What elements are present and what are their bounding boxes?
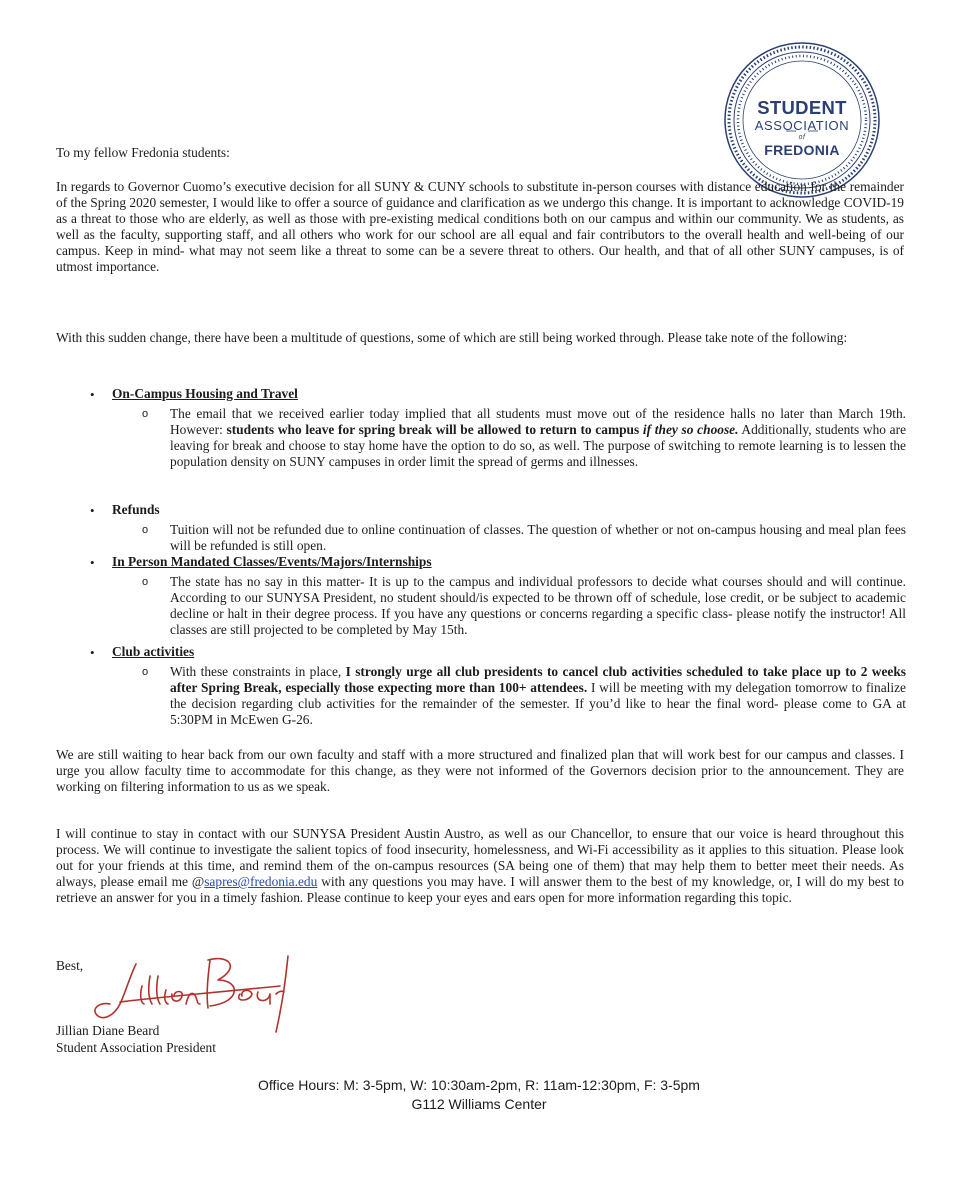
office-location: G112 Williams Center: [411, 1096, 547, 1112]
seal-line-fredonia: FREDONIA: [764, 142, 840, 158]
paragraph-contact: [56, 826, 904, 906]
bold-text: I strongly urge all club presidents to cancel club activities scheduled to take place up to 2 weeks after Spring Break, especially those expecting more than 100+ attendees.: [170, 664, 906, 695]
signature-block: [56, 1022, 216, 1056]
bold-text: students who leave for spring break will be allowed to return to campus: [226, 422, 643, 437]
paragraph-intro: In regards to Governor Cuomo’s executive decision for all SUNY & CUNY schools to substitute in-person courses with distance education for the remainder of the Spring 2020 semester, I would like to offer a source of guidance and clarification as we undergo this change. It is important to acknowledge COVID-19 as a threat to those who are elderly, as well as those with pre-existing medical conditions both on our campus and within our community. We as students, as well as the faculty, supporting staff, and all others who work for our school are all equal and fair contributors to the overall health and well-being of our campus. Keep in mind- what may not seem like a threat to some can be a severe threat to others. Our health, and that of all other SUNY campuses, is of utmost importance.: [56, 179, 904, 274]
bullet-icon: •: [90, 645, 95, 660]
sub-item-text: [170, 664, 906, 728]
text-run: The email that we received earlier today implied that all students must move out of the residence halls no later than March 19th. However:: [170, 406, 906, 437]
sub-item-text: [170, 406, 906, 470]
list-heading: Refunds: [112, 502, 160, 517]
list-item-classes: [56, 554, 906, 644]
text-run: With these constraints in place,: [170, 664, 346, 679]
signer-name: Jillian Diane Beard: [56, 1023, 160, 1038]
bullet-icon: •: [90, 387, 95, 402]
text-run: I will continue to stay in contact with our SUNYSA President Austin Austro, as well as our Chancellor, to ensure that our voice is heard throughout this process. We will continue to investigate the salient topics of food insecurity, homelessness, and Wi-Fi accessibility as it applies to this situation. Please look out for your friends at this time, and remind them of the on-campus resources (SA being one of them) that may help them to better meet their needs. As always, please email me @: [56, 826, 904, 889]
sub-item: [112, 406, 906, 470]
seal-line-of: of: [798, 134, 806, 141]
list-item-housing: [56, 386, 906, 502]
bullet-icon: •: [90, 503, 95, 518]
text-run: Additionally, students who are leaving for break and choose to stay home have the option to do so, as well. The purpose of switching to remote learning is to lessen the population density on SUNY campuses in order limit the spread of germs and illnesses.: [170, 422, 907, 469]
circle-bullet-icon: o: [142, 576, 149, 588]
paragraph-faculty: We are still waiting to hear back from our own faculty and staff with a more structured and finalized plan that will work best for our campus and classes. I urge you allow faculty time to accommodate for this change, as they were not informed of the Governors decision prior to the announcement. They are working on filtering information to us as we speak.: [56, 747, 904, 794]
office-hours: Office Hours: M: 3-5pm, W: 10:30am-2pm, R: 11am-12:30pm, F: 3-5pm: [258, 1077, 700, 1093]
closing: Best,: [56, 958, 84, 973]
sub-item: [112, 664, 906, 728]
circle-bullet-icon: o: [142, 666, 149, 678]
sub-item-text: The state has no say in this matter- It is up to the campus and individual professors to decide what courses should and will continue. According to our SUNYSA President, no student should/is expected to be thrown off of schedule, lose credit, or be subject to academic decline or halt in their degree process. If you have any questions or concerns regarding a specific class- please notify the instructor! All classes are still projected to be completed by May 15th.: [170, 574, 906, 637]
email-link[interactable]: sapres@fredonia.edu: [204, 874, 318, 889]
sub-item: [112, 574, 906, 638]
circle-bullet-icon: o: [142, 524, 149, 536]
paragraph-questions: With this sudden change, there have been a multitude of questions, some of which are still being worked through. Please take note of the following:: [56, 330, 848, 345]
salutation: To my fellow Fredonia students:: [56, 145, 230, 160]
text-run: I will be meeting with my delegation tomorrow to finalize the decision regarding club activities for the remainder of the semester. If you’d like to hear the final word- please come to GA at 5:30PM in McEwen G-26.: [170, 680, 906, 727]
list-heading: In Person Mandated Classes/Events/Majors/Internships: [112, 554, 432, 569]
sub-item: [112, 522, 906, 554]
seal-line-student: STUDENT: [757, 97, 847, 118]
signer-title: Student Association President: [56, 1040, 216, 1055]
seal-text: [722, 98, 882, 158]
sub-item-text: Tuition will not be refunded due to online continuation of classes. The question of whether or not on-campus housing and meal plan fees will be refunded is still open.: [170, 522, 906, 553]
list-heading: Club activities: [112, 644, 195, 659]
circle-bullet-icon: o: [142, 408, 149, 420]
topics-list: [56, 386, 906, 734]
text-run: with any questions you may have. I will answer them to the best of my knowledge, or, I will do my best to retrieve an answer for you in a timely fashion. Please continue to keep your eyes and ears open for more information regarding this topic.: [56, 874, 904, 905]
bullet-icon: •: [90, 555, 95, 570]
bold-italic-text: if they so choose.: [642, 422, 739, 437]
seal-line-association: ASSOCIATION: [754, 118, 850, 133]
list-item-refunds: [56, 502, 906, 554]
list-heading: On-Campus Housing and Travel: [112, 386, 298, 401]
list-item-clubs: [56, 644, 906, 734]
